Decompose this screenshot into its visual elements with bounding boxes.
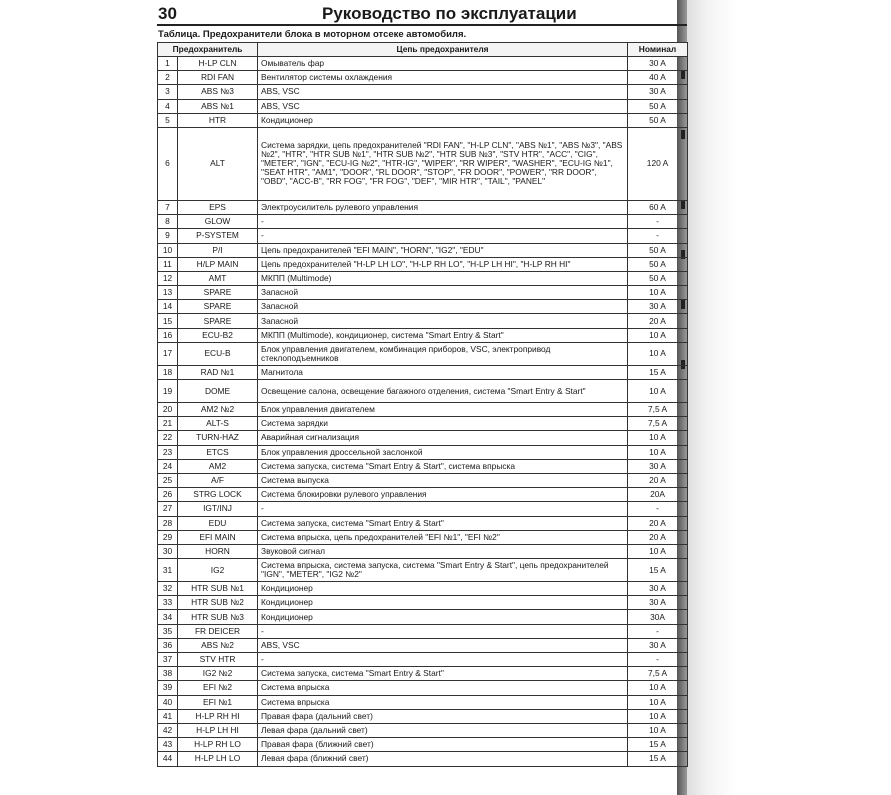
fuse-circuit: Система впрыска bbox=[258, 681, 628, 695]
fuse-name: RDI FAN bbox=[178, 71, 258, 85]
fuse-circuit: Цепь предохранителей "EFI MAIN", "HORN", "IG2", "EDU" bbox=[258, 243, 628, 257]
table-row bbox=[158, 229, 688, 243]
fuse-rating: - bbox=[628, 502, 688, 516]
fuse-name: ALT bbox=[178, 127, 258, 200]
fuse-name: SPARE bbox=[178, 300, 258, 314]
fuse-rating: 50 A bbox=[628, 257, 688, 271]
fuse-circuit: - bbox=[258, 502, 628, 516]
fuse-name: IGT/INJ bbox=[178, 502, 258, 516]
fuse-name: EDU bbox=[178, 516, 258, 530]
fuse-circuit: Кондиционер bbox=[258, 113, 628, 127]
fuse-name: ABS №3 bbox=[178, 85, 258, 99]
fuse-name: H-LP LH LO bbox=[178, 752, 258, 766]
fuse-number: 14 bbox=[158, 300, 178, 314]
table-row bbox=[158, 127, 688, 200]
fuse-rating: 50 A bbox=[628, 99, 688, 113]
table-row bbox=[158, 723, 688, 737]
table-row bbox=[158, 530, 688, 544]
fuse-circuit: Омыватель фар bbox=[258, 57, 628, 71]
table-row bbox=[158, 738, 688, 752]
fuse-number: 26 bbox=[158, 488, 178, 502]
fuse-circuit: - bbox=[258, 215, 628, 229]
table-row bbox=[158, 314, 688, 328]
fuse-circuit: Система запуска, система "Smart Entry & Start" bbox=[258, 516, 628, 530]
column-header-rating: Номинал bbox=[628, 43, 688, 57]
table-row bbox=[158, 459, 688, 473]
fuse-circuit: Аварийная сигнализация bbox=[258, 431, 628, 445]
fuse-circuit: Система зарядки, цепь предохранителей "RDI FAN", "H-LP CLN", "ABS №1", "ABS №3", "ABS №2", "HTR", "HTR SUB №1", "HTR SUB №2", "HTR SUB №3", "STV HTR", "ACC", "CIG", "METER", "IGN", "ECU-IG №2", "HTR-IG", "WIPER", "RR WIPER", "WASHER", "ECU-IG №1", "SEAT HTR", "AM1", "DOOR", "RL DOOR", "STOP", "FR DOOR", "POWER", "RR DOOR", "OBD", "ACC-B", "RR FOG", "FR FOG", "DEF", "MIR HTR", "TAIL", "PANEL" bbox=[258, 127, 628, 200]
fuse-number: 6 bbox=[158, 127, 178, 200]
table-row bbox=[158, 99, 688, 113]
table-row bbox=[158, 624, 688, 638]
fuse-circuit: Запасной bbox=[258, 314, 628, 328]
fuse-rating: 60 A bbox=[628, 200, 688, 214]
fuse-number: 44 bbox=[158, 752, 178, 766]
table-row bbox=[158, 610, 688, 624]
table-row bbox=[158, 752, 688, 766]
fuse-name: H/LP MAIN bbox=[178, 257, 258, 271]
fuse-name: TURN-HAZ bbox=[178, 431, 258, 445]
fuse-circuit: Магнитола bbox=[258, 365, 628, 379]
fuse-number: 32 bbox=[158, 582, 178, 596]
fuse-circuit: Система блокировки рулевого управления bbox=[258, 488, 628, 502]
fuse-circuit: МКПП (Multimode) bbox=[258, 271, 628, 285]
fuse-rating: - bbox=[628, 653, 688, 667]
table-row bbox=[158, 200, 688, 214]
fuse-rating: 20 A bbox=[628, 314, 688, 328]
table-row bbox=[158, 502, 688, 516]
table-row bbox=[158, 57, 688, 71]
fuse-circuit: Запасной bbox=[258, 286, 628, 300]
fuse-number: 12 bbox=[158, 271, 178, 285]
fuse-rating: - bbox=[628, 229, 688, 243]
table-row bbox=[158, 596, 688, 610]
fuse-number: 39 bbox=[158, 681, 178, 695]
fuse-number: 17 bbox=[158, 342, 178, 365]
fuse-rating: 10 A bbox=[628, 342, 688, 365]
fuse-rating: - bbox=[628, 215, 688, 229]
fuse-rating: 20A bbox=[628, 488, 688, 502]
fuse-circuit: - bbox=[258, 653, 628, 667]
fuse-rating: 10 A bbox=[628, 445, 688, 459]
fuse-circuit: Система впрыска, система запуска, система "Smart Entry & Start", цепь предохранителей "IGN", "METER", "IG2 №2" bbox=[258, 559, 628, 582]
fuse-rating: 20 A bbox=[628, 530, 688, 544]
fuse-table-body bbox=[158, 57, 688, 767]
fuse-circuit: Система запуска, система "Smart Entry & Start", система впрыска bbox=[258, 459, 628, 473]
fuse-number: 15 bbox=[158, 314, 178, 328]
table-row bbox=[158, 365, 688, 379]
fuse-number: 20 bbox=[158, 403, 178, 417]
table-row bbox=[158, 71, 688, 85]
fuse-number: 19 bbox=[158, 380, 178, 403]
page-number: 30 bbox=[158, 4, 177, 23]
fuse-name: H-LP LH HI bbox=[178, 723, 258, 737]
fuse-number: 38 bbox=[158, 667, 178, 681]
fuse-circuit: Блок управления дроссельной заслонкой bbox=[258, 445, 628, 459]
table-row bbox=[158, 638, 688, 652]
fuse-rating: - bbox=[628, 624, 688, 638]
fuse-rating: 30 A bbox=[628, 638, 688, 652]
fuse-circuit: Система впрыска, цепь предохранителей "EFI №1", "EFI №2" bbox=[258, 530, 628, 544]
fuse-number: 29 bbox=[158, 530, 178, 544]
fuse-number: 9 bbox=[158, 229, 178, 243]
fuse-rating: 7,5 A bbox=[628, 403, 688, 417]
table-row bbox=[158, 380, 688, 403]
fuse-name: EFI MAIN bbox=[178, 530, 258, 544]
column-header-fuse: Предохранитель bbox=[158, 43, 258, 57]
fuse-name: IG2 bbox=[178, 559, 258, 582]
table-header-row bbox=[158, 43, 688, 57]
fuse-circuit: Правая фара (ближний свет) bbox=[258, 738, 628, 752]
fuse-name: EPS bbox=[178, 200, 258, 214]
table-row bbox=[158, 431, 688, 445]
fuse-name: STRG LOCK bbox=[178, 488, 258, 502]
table-row bbox=[158, 271, 688, 285]
fuse-number: 18 bbox=[158, 365, 178, 379]
fuse-name: EFI №2 bbox=[178, 681, 258, 695]
table-row bbox=[158, 473, 688, 487]
adjacent-page-edge bbox=[677, 0, 891, 795]
fuse-name: HTR SUB №3 bbox=[178, 610, 258, 624]
fuse-name: SPARE bbox=[178, 286, 258, 300]
fuse-name: HTR SUB №2 bbox=[178, 596, 258, 610]
table-row bbox=[158, 243, 688, 257]
fuse-name: A/F bbox=[178, 473, 258, 487]
fuse-rating: 15 A bbox=[628, 365, 688, 379]
table-row bbox=[158, 695, 688, 709]
fuse-name: RAD №1 bbox=[178, 365, 258, 379]
fuse-rating: 20 A bbox=[628, 516, 688, 530]
fuse-circuit: Запасной bbox=[258, 300, 628, 314]
fuse-circuit: МКПП (Multimode), кондиционер, система "Smart Entry & Start" bbox=[258, 328, 628, 342]
fuse-name: ALT-S bbox=[178, 417, 258, 431]
fuse-rating: 15 A bbox=[628, 752, 688, 766]
table-row bbox=[158, 300, 688, 314]
fuse-number: 35 bbox=[158, 624, 178, 638]
fuse-number: 23 bbox=[158, 445, 178, 459]
table-row bbox=[158, 681, 688, 695]
fuse-rating: 10 A bbox=[628, 695, 688, 709]
fuse-circuit: Электроусилитель рулевого управления bbox=[258, 200, 628, 214]
fuse-circuit: Звуковой сигнал bbox=[258, 544, 628, 558]
fuse-name: SPARE bbox=[178, 314, 258, 328]
fuse-number: 41 bbox=[158, 709, 178, 723]
table-row bbox=[158, 653, 688, 667]
fuse-circuit: Освещение салона, освещение багажного отделения, система "Smart Entry & Start" bbox=[258, 380, 628, 403]
fuse-name: HORN bbox=[178, 544, 258, 558]
fuse-name: H-LP CLN bbox=[178, 57, 258, 71]
fuse-circuit: - bbox=[258, 229, 628, 243]
fuse-rating: 10 A bbox=[628, 328, 688, 342]
fuse-rating: 7,5 A bbox=[628, 417, 688, 431]
fuse-number: 8 bbox=[158, 215, 178, 229]
fuse-rating: 120 A bbox=[628, 127, 688, 200]
fuse-name: IG2 №2 bbox=[178, 667, 258, 681]
fuse-number: 24 bbox=[158, 459, 178, 473]
fuse-name: H-LP RH HI bbox=[178, 709, 258, 723]
fuse-circuit: ABS, VSC bbox=[258, 85, 628, 99]
fuse-circuit: Кондиционер bbox=[258, 582, 628, 596]
fuse-rating: 30 A bbox=[628, 57, 688, 71]
fuse-name: ECU-B bbox=[178, 342, 258, 365]
fuse-rating: 30 A bbox=[628, 300, 688, 314]
fuse-number: 7 bbox=[158, 200, 178, 214]
table-row bbox=[158, 328, 688, 342]
fuse-number: 27 bbox=[158, 502, 178, 516]
table-row bbox=[158, 215, 688, 229]
fuse-name: ABS №2 bbox=[178, 638, 258, 652]
fuse-name: FR DEICER bbox=[178, 624, 258, 638]
table-row bbox=[158, 113, 688, 127]
fuse-rating: 10 A bbox=[628, 681, 688, 695]
fuse-number: 10 bbox=[158, 243, 178, 257]
fuse-circuit: Блок управления двигателем, комбинация приборов, VSC, электропривод стеклоподъемников bbox=[258, 342, 628, 365]
fuse-number: 5 bbox=[158, 113, 178, 127]
fuse-name: P/I bbox=[178, 243, 258, 257]
fuse-rating: 10 A bbox=[628, 431, 688, 445]
page-title: Руководство по эксплуатации bbox=[322, 4, 577, 23]
fuse-number: 43 bbox=[158, 738, 178, 752]
table-row bbox=[158, 709, 688, 723]
table-row bbox=[158, 417, 688, 431]
fuse-name: HTR bbox=[178, 113, 258, 127]
fuse-rating: 30 A bbox=[628, 85, 688, 99]
fuse-rating: 40 A bbox=[628, 71, 688, 85]
fuse-name: STV HTR bbox=[178, 653, 258, 667]
fuse-number: 11 bbox=[158, 257, 178, 271]
fuse-circuit: Кондиционер bbox=[258, 596, 628, 610]
fuse-rating: 10 A bbox=[628, 286, 688, 300]
table-row bbox=[158, 342, 688, 365]
fuse-rating: 30 A bbox=[628, 582, 688, 596]
fuse-number: 37 bbox=[158, 653, 178, 667]
fuse-number: 33 bbox=[158, 596, 178, 610]
fuse-circuit: - bbox=[258, 624, 628, 638]
fuse-rating: 50 A bbox=[628, 113, 688, 127]
table-row bbox=[158, 559, 688, 582]
table-row bbox=[158, 544, 688, 558]
table-row bbox=[158, 582, 688, 596]
fuse-rating: 50 A bbox=[628, 271, 688, 285]
fuse-number: 31 bbox=[158, 559, 178, 582]
fuse-number: 22 bbox=[158, 431, 178, 445]
fuse-name: AMT bbox=[178, 271, 258, 285]
fuse-rating: 15 A bbox=[628, 559, 688, 582]
fuse-name: GLOW bbox=[178, 215, 258, 229]
fuse-number: 40 bbox=[158, 695, 178, 709]
table-row bbox=[158, 286, 688, 300]
table-row bbox=[158, 445, 688, 459]
fuse-rating: 20 A bbox=[628, 473, 688, 487]
fuse-circuit: Блок управления двигателем bbox=[258, 403, 628, 417]
fuse-name: ETCS bbox=[178, 445, 258, 459]
column-header-circuit: Цепь предохранителя bbox=[258, 43, 628, 57]
fuse-rating: 10 A bbox=[628, 380, 688, 403]
fuse-rating: 10 A bbox=[628, 709, 688, 723]
fuse-number: 1 bbox=[158, 57, 178, 71]
fuse-name: HTR SUB №1 bbox=[178, 582, 258, 596]
fuse-number: 3 bbox=[158, 85, 178, 99]
table-row bbox=[158, 257, 688, 271]
fuse-circuit: Система зарядки bbox=[258, 417, 628, 431]
fuse-rating: 30 A bbox=[628, 596, 688, 610]
table-row bbox=[158, 488, 688, 502]
fuse-rating: 50 A bbox=[628, 243, 688, 257]
fuse-rating: 7,5 A bbox=[628, 667, 688, 681]
fuse-number: 36 bbox=[158, 638, 178, 652]
table-row bbox=[158, 85, 688, 99]
table-row bbox=[158, 403, 688, 417]
fuse-number: 2 bbox=[158, 71, 178, 85]
table-caption: Таблица. Предохранители блока в моторном отсеке автомобиля. bbox=[158, 29, 467, 40]
fuse-number: 4 bbox=[158, 99, 178, 113]
fuse-circuit: Цепь предохранителей "H-LP LH LO", "H-LP RH LO", "H-LP LH HI", "H-LP RH HI" bbox=[258, 257, 628, 271]
fuse-circuit: Кондиционер bbox=[258, 610, 628, 624]
fuse-rating: 10 A bbox=[628, 544, 688, 558]
fuse-name: AM2 №2 bbox=[178, 403, 258, 417]
fuse-circuit: Система впрыска bbox=[258, 695, 628, 709]
fuse-name: AM2 bbox=[178, 459, 258, 473]
fuse-circuit: Система выпуска bbox=[258, 473, 628, 487]
fuse-table bbox=[157, 42, 688, 767]
fuse-circuit: Система запуска, система "Smart Entry & Start" bbox=[258, 667, 628, 681]
fuse-circuit: Левая фара (ближний свет) bbox=[258, 752, 628, 766]
fuse-circuit: ABS, VSC bbox=[258, 638, 628, 652]
fuse-number: 25 bbox=[158, 473, 178, 487]
fuse-rating: 10 A bbox=[628, 723, 688, 737]
table-row bbox=[158, 516, 688, 530]
fuse-name: ECU-B2 bbox=[178, 328, 258, 342]
table-row bbox=[158, 667, 688, 681]
fuse-name: EFI №1 bbox=[178, 695, 258, 709]
fuse-number: 13 bbox=[158, 286, 178, 300]
fuse-number: 42 bbox=[158, 723, 178, 737]
fuse-name: DOME bbox=[178, 380, 258, 403]
fuse-rating: 15 A bbox=[628, 738, 688, 752]
fuse-number: 21 bbox=[158, 417, 178, 431]
title-underline bbox=[157, 24, 687, 26]
fuse-rating: 30A bbox=[628, 610, 688, 624]
fuse-circuit: ABS, VSC bbox=[258, 99, 628, 113]
fuse-circuit: Правая фара (дальний свет) bbox=[258, 709, 628, 723]
fuse-name: P-SYSTEM bbox=[178, 229, 258, 243]
fuse-name: H-LP RH LO bbox=[178, 738, 258, 752]
fuse-number: 30 bbox=[158, 544, 178, 558]
fuse-rating: 30 A bbox=[628, 459, 688, 473]
fuse-number: 34 bbox=[158, 610, 178, 624]
fuse-name: ABS №1 bbox=[178, 99, 258, 113]
fuse-circuit: Левая фара (дальний свет) bbox=[258, 723, 628, 737]
fuse-number: 16 bbox=[158, 328, 178, 342]
fuse-number: 28 bbox=[158, 516, 178, 530]
fuse-circuit: Вентилятор системы охлаждения bbox=[258, 71, 628, 85]
